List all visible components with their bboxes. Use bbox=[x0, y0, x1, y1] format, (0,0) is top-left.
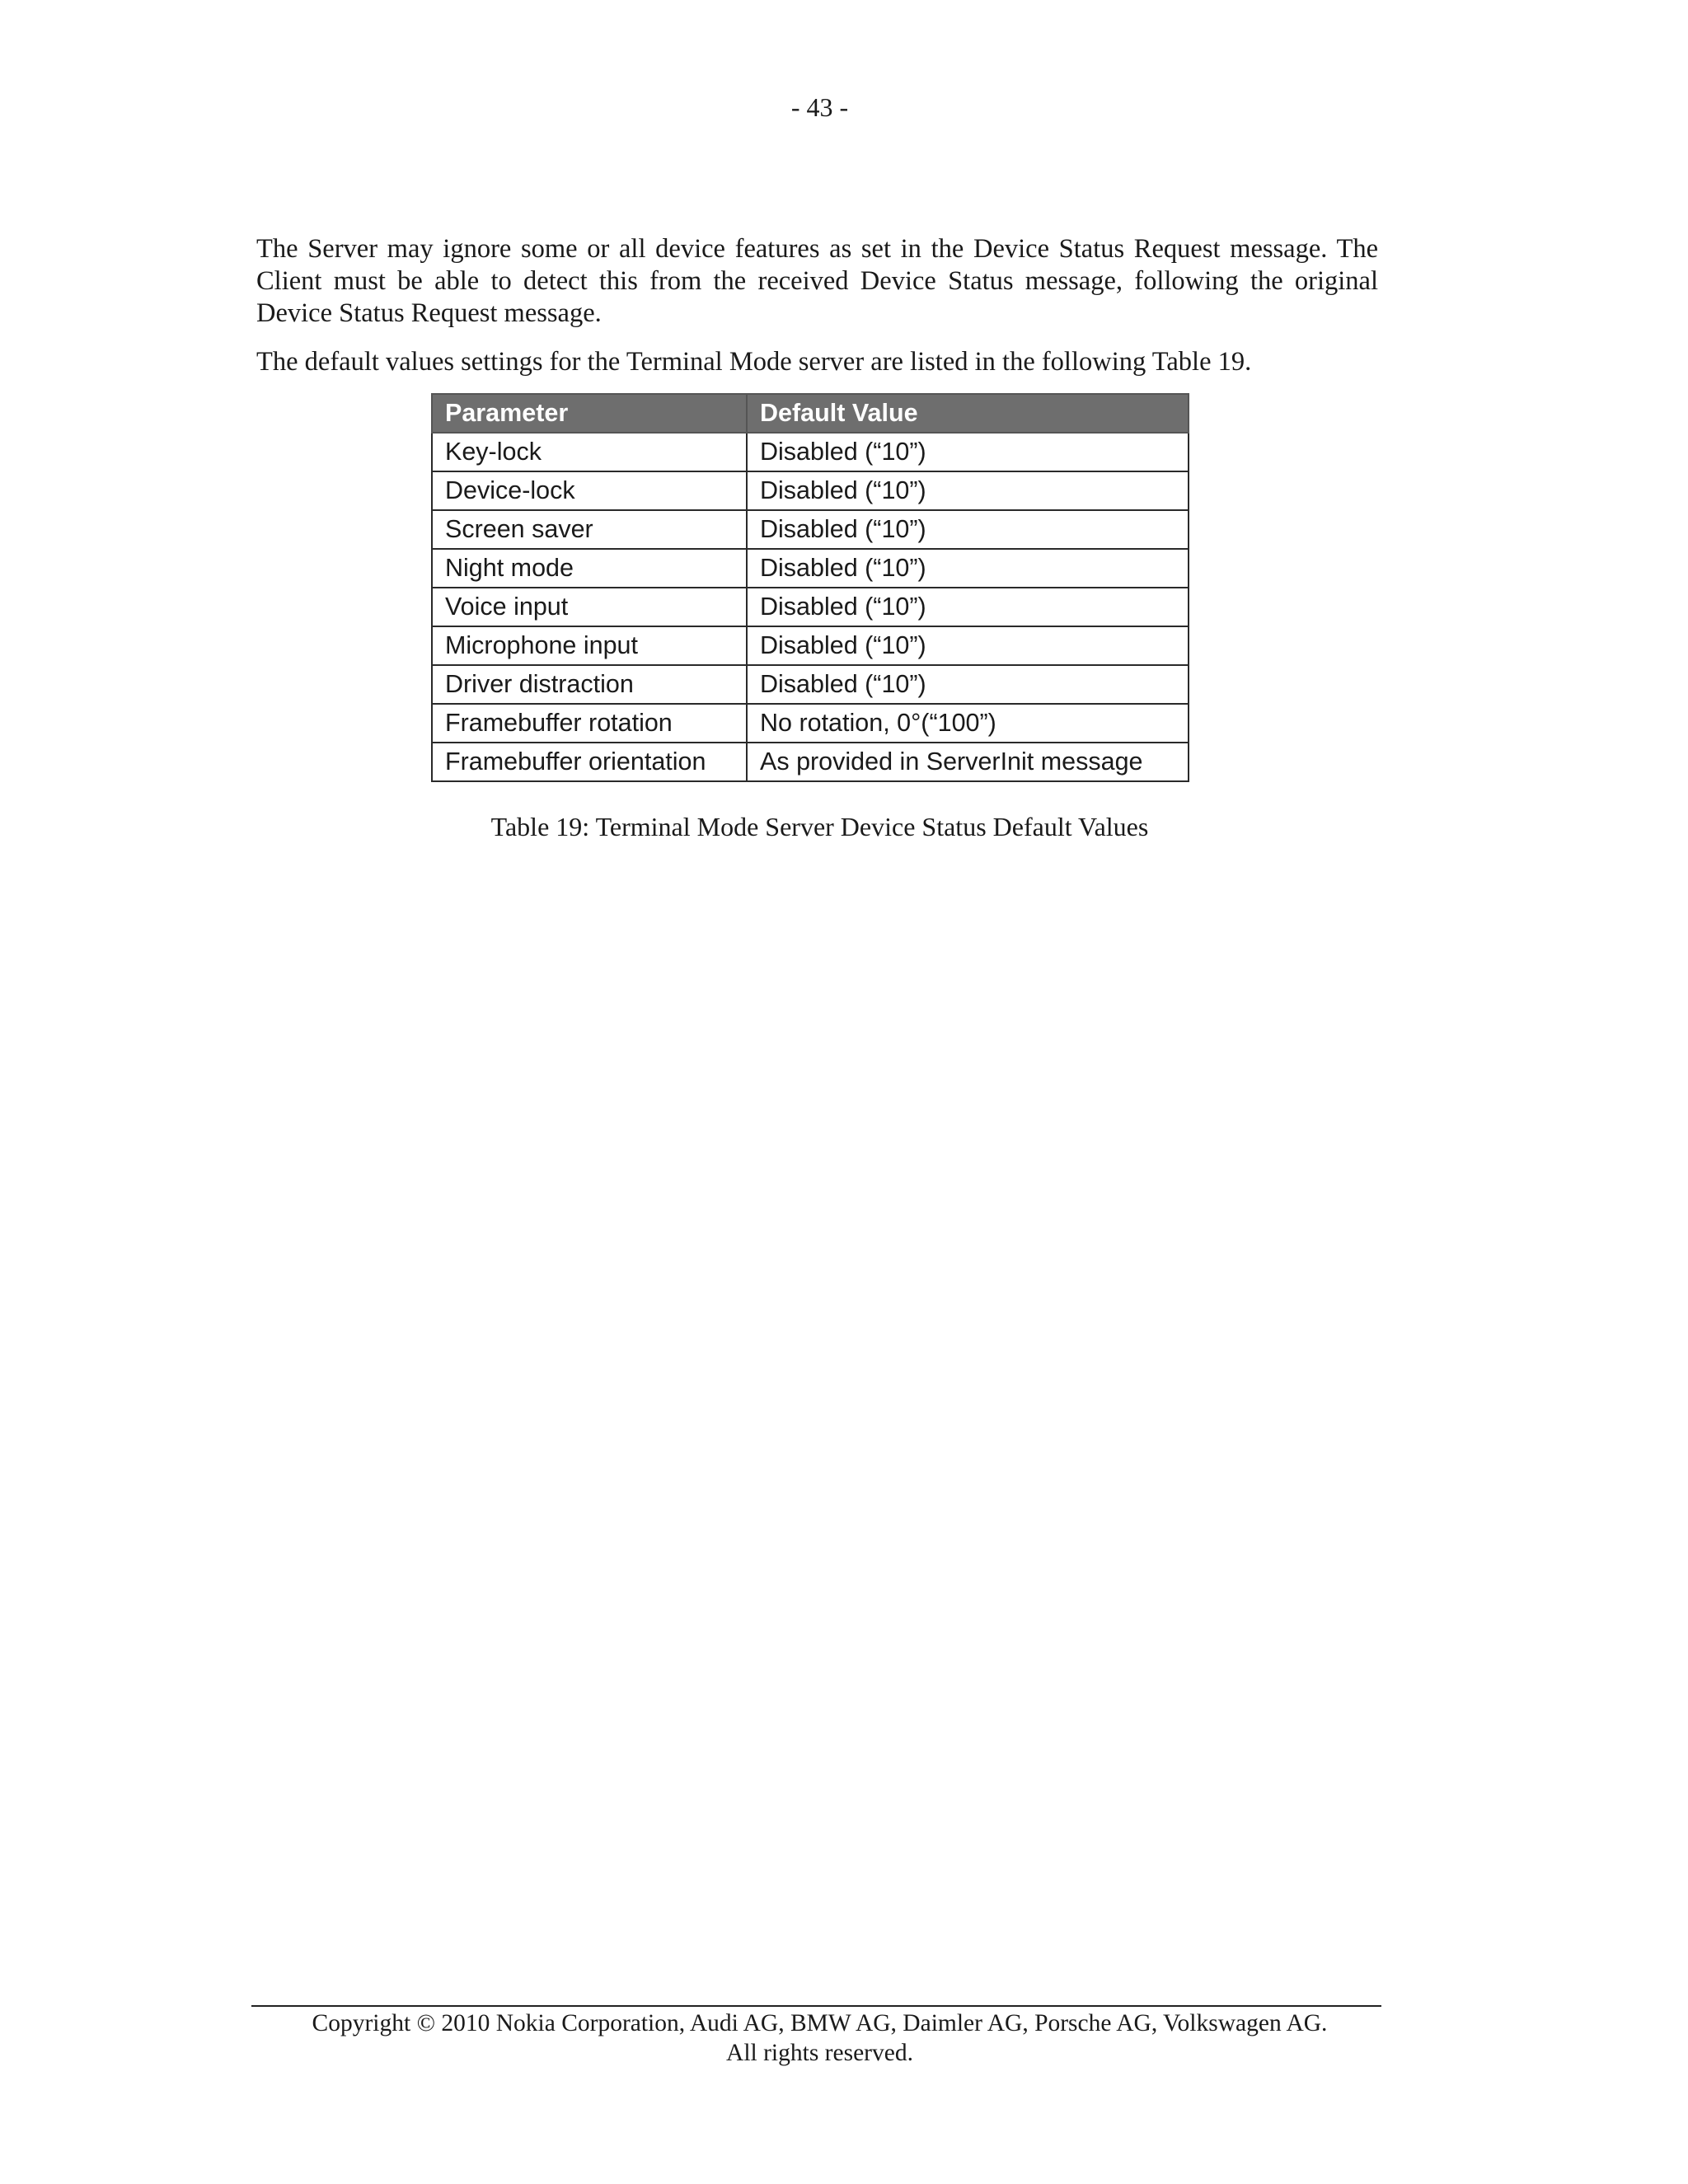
default-value-cell: As provided in ServerInit message bbox=[747, 743, 1189, 781]
default-value-cell: Disabled (“10”) bbox=[747, 588, 1189, 626]
parameter-cell: Key-lock bbox=[432, 433, 747, 471]
parameter-cell: Screen saver bbox=[432, 510, 747, 549]
table-row bbox=[432, 588, 1189, 626]
table-row bbox=[432, 510, 1189, 549]
table-caption: Table 19: Terminal Mode Server Device Status Default Values bbox=[490, 812, 1149, 841]
paragraph-device-features: The Server may ignore some or all device features as set in the Device Status Request message. The Client must be able to detect this from the received Device Status message, following the original Device Status Request message. bbox=[256, 234, 1378, 328]
default-value-cell: Disabled (“10”) bbox=[747, 433, 1189, 471]
default-value-cell: Disabled (“10”) bbox=[747, 510, 1189, 549]
default-value-cell: Disabled (“10”) bbox=[747, 471, 1189, 510]
header-default-value: Default Value bbox=[747, 394, 1189, 433]
default-value-cell: Disabled (“10”) bbox=[747, 626, 1189, 665]
default-value-cell: No rotation, 0°(“100”) bbox=[747, 704, 1189, 743]
default-values-table bbox=[431, 393, 1189, 782]
table-row bbox=[432, 433, 1189, 471]
parameter-cell: Framebuffer rotation bbox=[432, 704, 747, 743]
table-row bbox=[432, 549, 1189, 588]
page-number: - 43 - bbox=[790, 92, 849, 122]
rights-line: All rights reserved. bbox=[726, 2040, 913, 2066]
default-value-cell: Disabled (“10”) bbox=[747, 665, 1189, 704]
copyright-line: Copyright © 2010 Nokia Corporation, Audi AG, BMW AG, Daimler AG, Porsche AG, Volkswagen AG. bbox=[312, 2010, 1328, 2036]
table-row bbox=[432, 665, 1189, 704]
parameter-cell: Night mode bbox=[432, 549, 747, 588]
paragraph-default-values: The default values settings for the Terminal Mode server are listed in the following Table 19. bbox=[256, 347, 1252, 377]
table-row bbox=[432, 704, 1189, 743]
default-value-cell: Disabled (“10”) bbox=[747, 549, 1189, 588]
parameter-cell: Driver distraction bbox=[432, 665, 747, 704]
parameter-cell: Voice input bbox=[432, 588, 747, 626]
table-row bbox=[432, 471, 1189, 510]
table-row bbox=[432, 626, 1189, 665]
table-header-row bbox=[432, 394, 1189, 433]
parameter-cell: Microphone input bbox=[432, 626, 747, 665]
footer bbox=[0, 2008, 1639, 2068]
parameter-cell: Framebuffer orientation bbox=[432, 743, 747, 781]
parameter-cell: Device-lock bbox=[432, 471, 747, 510]
table-row bbox=[432, 743, 1189, 781]
footer-divider bbox=[251, 2005, 1381, 2007]
header-parameter: Parameter bbox=[432, 394, 747, 433]
